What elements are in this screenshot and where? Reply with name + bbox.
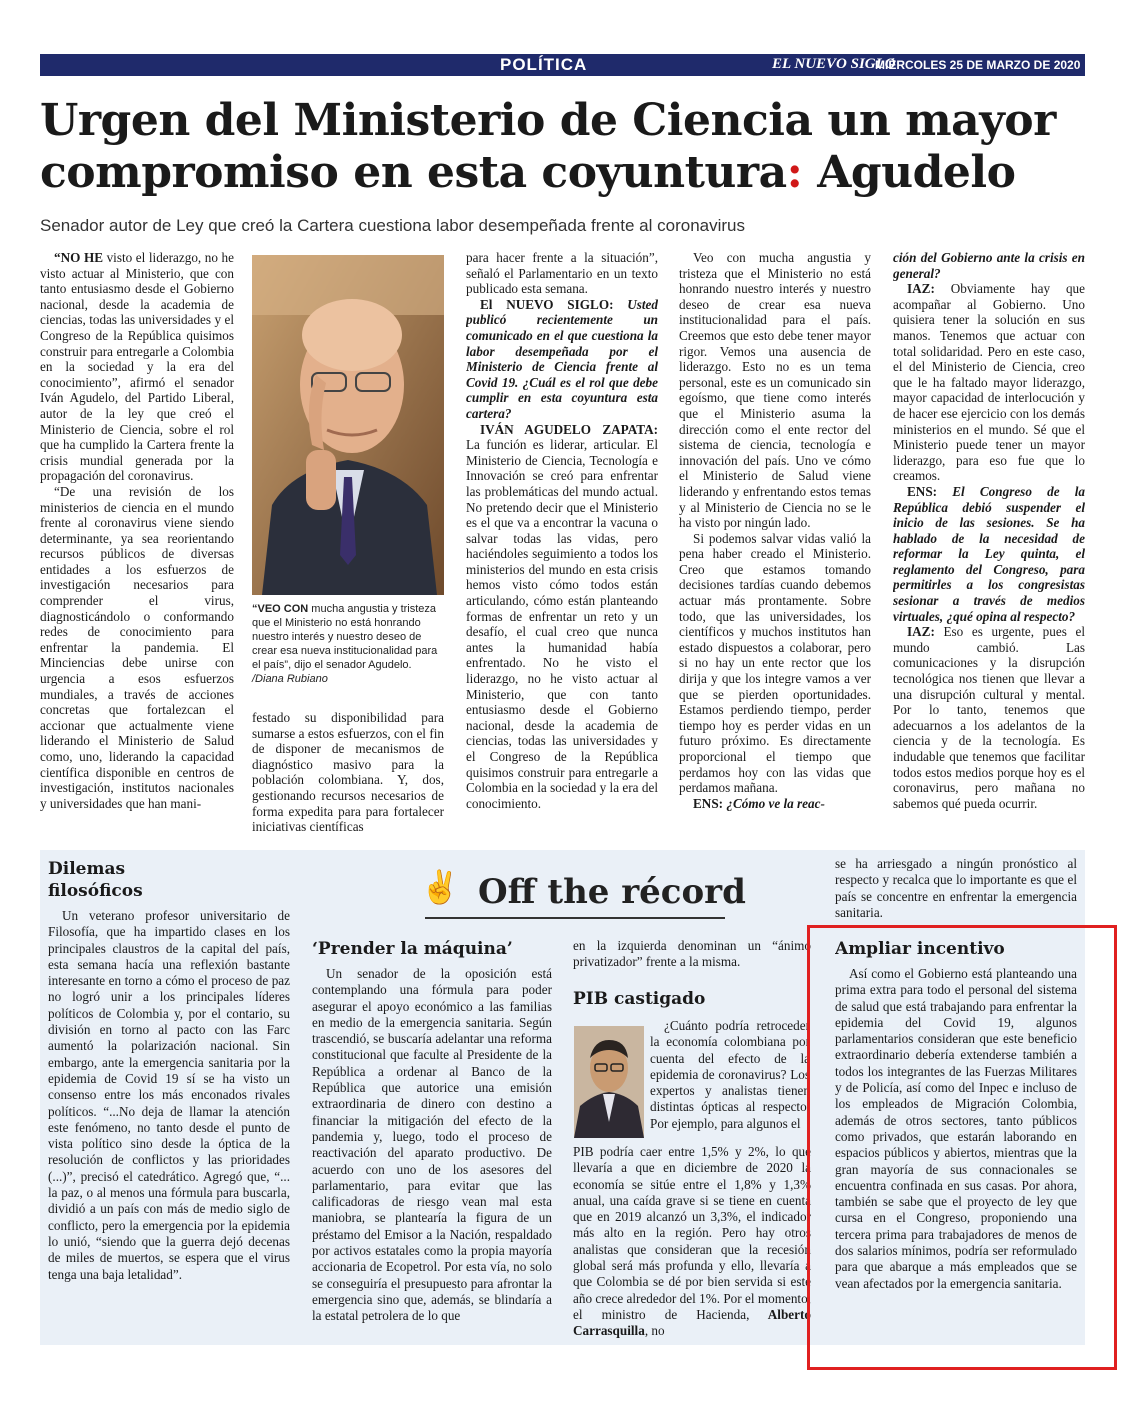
- section-name: POLÍTICA: [500, 55, 588, 74]
- page-number: 13A: [1085, 54, 1119, 74]
- headline-part: compromiso en esta coyuntura: [40, 147, 787, 198]
- article-column-3: [466, 250, 658, 840]
- answer-text: La función es liderar, articular. El Ministerio de Ciencia, Tecnología e Innovación se creó para enfrentar las problemáticas del mundo actual. No pretendo decir que el Ministerio es el que va a encontrar la vacuna o salvar todas las vidas, pero haciéndoles seguimiento a todos los ministerios del mundo en esta crisis hemos visto cómo todos están articulando, cómo están planteando formas de enfrentar un reto y un desafío, el cual creo que nunca antes la humanidad había enfrentado. No he visto el liderazgo, no he visto actuar al Ministerio, que con tanto entusiasmo desde el Gobierno nacional, desde la academia de ciencias, todas las universidades y el Congreso de la República quisimos construir para entregarle a Colombia en la sociedad y la era del conocimiento.: [466, 437, 658, 811]
- interview-answer: [893, 624, 1085, 811]
- title-underline: [425, 917, 725, 919]
- answer-lead: IVÁN AGUDELO ZAPATA:: [480, 421, 658, 437]
- interview-answer: [893, 281, 1085, 484]
- brief-title: Ampliar incentivo: [835, 939, 1005, 959]
- question-text: ¿Cómo ve la reac-: [723, 795, 825, 811]
- headline-line-1: Urgen del Ministerio de Ciencia un mayor: [40, 95, 1056, 146]
- caption-lead: “VEO CON: [252, 603, 309, 615]
- paragraph: Si podemos salvar vidas valió la pena haber creado el Ministerio. Creo que estamos tomando decisiones tardías cuando debemos actuar más prontamente. Sobre todo, que las universidades, los científicos y muchos institutos han estado dispuestos a colaborar, pero si no hay un ente rector que los dirija y que los integre vamos a ver que se pierden oportunidades. Estamos perdiendo tiempo, perder tiempo hoy es perder vidas en un futuro próximo. Es directamente proporcional el tiempo que perdamos hoy con las vidas que perdamos mañana.: [679, 530, 871, 796]
- photo-caption: [252, 602, 444, 686]
- article-subhead: Senador autor de Ley que creó la Cartera cuestiona labor desempeñada frente al coronavirus: [40, 216, 745, 235]
- question-lead: ENS:: [907, 483, 938, 499]
- interview-question: [466, 297, 658, 422]
- answer-text: Obviamente hay que acompañar al Gobierno. Uno quisiera tener la solución en sus manos. Tenemos que actuar con total solidaridad. Pero en este caso, el del Ministerio de Ciencia, creo que le ha faltado mayor liderazgo, mayor capacidad de interlocución y de hacer ese ejercicio con los demás ministerios en el mundo. Sé que el Ministerio puede tener un mayor liderazgo, para eso fue que lo creamos.: [893, 281, 1085, 484]
- photo-credit: /Diana Rubiano: [252, 673, 328, 685]
- section-header-bar: [40, 54, 1119, 76]
- brief-title: Dilemas filosóficos: [48, 859, 143, 901]
- brief-pib-top: [573, 938, 811, 1028]
- brief-text: se ha arriesgado a ningún pronóstico al respecto y recalca que lo importante es que el país se concentre en enfrentar la emergencia sanitaria.: [835, 856, 1077, 920]
- question-text: El Congreso de la República debió suspender el inicio de las sesiones. Se ha hablado de la necesidad de reformar la Ley quinta, el reglamento del Congreso, para permitirles a los congresistas sesionar a través de medios virtuales, ¿qué opina al respecto?: [893, 483, 1085, 624]
- article-column-4: [679, 250, 871, 840]
- peace-hand-icon: ✌: [420, 869, 460, 905]
- brief-maquina: [312, 938, 552, 1338]
- brief-pib: [573, 1144, 811, 1340]
- headline-line-2: [40, 147, 1090, 199]
- question-continuation: ción del Gobierno ante la crisis en general?: [893, 250, 1085, 281]
- paragraph: “De una revisión de los ministerios de ciencia en el mundo frente al coronavirus viene siendo determinante, ya sea reorientando recursos públicos de diversas entidades a los esfuerzos de investigación necesarios para comprender el virus, diagnosticándolo o conformando redes de conocimiento para enfrentar la pandemia. El Minciencias debe unirse con urgencia a esos esfuerzos mundiales, a través de acciones concretas que fortalezcan el accionar que actualmente viene liderando el Ministerio de Salud como, uno, liderando la capacidad científica disponible en centros de investigación, institutos nacionales y universidades que han mani-: [40, 483, 234, 811]
- brief-text-end: , no: [644, 1323, 665, 1339]
- caption-text: mucha angustia y tristeza que el Ministerio no está honrando nuestro interés y nuestro deseo de crear esa nueva institucionalidad para el país”, dijo el senador Agudelo.: [252, 603, 438, 671]
- brief-text: ¿Cuánto podría retroceder la economía colombiana por cuenta del efecto de la epidemia de coronavirus? Los expertos y analistas tienen distintas ópticas al respecto. Por ejemplo, para algunos el: [650, 1018, 810, 1131]
- brief-title: PIB castigado: [573, 989, 706, 1009]
- interview-question: [893, 484, 1085, 624]
- off-the-record-title: Off the récord: [478, 872, 746, 912]
- question-lead: El NUEVO SIGLO:: [480, 296, 614, 312]
- brief-text: Un senador de la oposición está contemplando una fórmula para poder asegurar el apoyo económico a las familias en medio de la emergencia sanitaria. Según trascendió, se buscaría adelantar una reforma constitucional que faculte al Presidente de la República a ordenar al Banco de la República que autorice una emisión extraordinaria de dinero con destino a financiar la mitigación del efecto de la pandemia y, luego, todo el proceso de reactivación del aparato productivo. De acuerdo con uno de los asesores del parlamentario, para evitar que las calificadoras de riesgo vean mal esta maniobra, se plantearía la figura de un préstamo del Emisor a la Nación, respaldado por activos estatales como la propia mayoría accionaria de Ecopetrol. Por esta vía, no solo se conseguiría el presupuesto para afrontar la emergencia sino que, además, se blindaría a la estatal petrolera de lo que: [312, 966, 552, 1324]
- question-lead: ENS:: [693, 795, 724, 811]
- highlight-box: [807, 925, 1117, 1370]
- brief-text: Un veterano profesor universitario de Filosofía, que ha impartido clases en los principales claustros de la capital del país, esta semana hacía una reflexión bastante interesante en torno a cómo el proceso de paz no logró unir a los principales líderes políticos de Colombia y, por el contario, su división en torno al pacto con las Farc aumentó la polarización nacional. Sin embargo, ante la emergencia sanitaria por la epidemia de Covid 19 sí se ha visto un consenso entre los más enconados rivales políticos. “...No deja de llamar la atención este fenómeno, no tanto desde el punto de vista político sino desde la óptica de la resolución de conflictos y las prioridades (...)”, precisó el catedrático. Agregó que, “... la paz, o al menos una fórmula para buscarla, dividió a un país con más de medio siglo de conflicto, pero la emergencia por la epidemia lo unió, “siendo que la guerra dejó decenas de miles de muertos, se espera que el virus tenga una baja letalidad”.: [48, 908, 290, 1282]
- brief-dilemas: [48, 858, 290, 1338]
- article-column-2: [252, 710, 444, 840]
- answer-lead: IAZ:: [907, 624, 935, 640]
- senator-photo: [252, 255, 444, 595]
- answer-text: Eso es urgente, pues el mundo cambió. Las comunicaciones y la disrupción tecnológica nos tienen que llevar a una disrupción cultural y mental. Por lo tanto, tenemos que adecuarnos a los adelantos de la ciencia y de la tecnología. Es indudable que tenemos que facilitar todos estos medios porque hoy es el coronavirus, pero mañana no sabemos qué pueda ocurrir.: [893, 624, 1085, 811]
- minister-name: Alberto Carrasquilla: [573, 1306, 811, 1339]
- paragraph: para hacer frente a la situación”, señaló el Parlamentario en un texto publicado esta semana.: [466, 250, 658, 297]
- headline-name: Agudelo: [802, 147, 1016, 198]
- answer-lead: IAZ:: [907, 281, 935, 297]
- question-text: Usted publicó recientemente un comunicado en el que cuestiona la labor desempeñada por el Ministerio de Ciencia frente al Covid 19. ¿Cuál es el rol que debe cumplir en esta coyuntura esta cartera?: [466, 296, 658, 421]
- lead-in: “NO HE: [54, 250, 103, 265]
- interview-answer: [466, 422, 658, 812]
- issue-date: MIÉRCOLES 25 DE MARZO DE 2020: [875, 58, 1081, 72]
- brief-title: ‘Prender la máquina’: [312, 939, 513, 959]
- headline-colon: :: [786, 147, 803, 198]
- brief-text-body: PIB podría caer entre 1,5% y 2%, lo que llevaría a que en diciembre de 2020 la economía se sitúe entre el 1,8% y 1,3% anual, una caída grave si se tiene en cuenta que en 2019 alcanzó un 3,3%, el indicador más alto en la región. Pero hay otros analistas que consideran que la recesión global será más profunda y ello, llevaría a que Colombia se dé por bien servida si este año crece alrededor del 1%. Por el momento, el ministro de Hacienda,: [573, 1144, 811, 1322]
- article-column-5: [893, 250, 1085, 840]
- minister-photo: [574, 1026, 644, 1138]
- brief-pib-wrap: [650, 1018, 810, 1144]
- interview-question: [679, 796, 871, 812]
- brief-pib-continuation: [835, 856, 1077, 922]
- paragraph: Veo con mucha angustia y tristeza que el Ministerio no está honrando nuestro interés y nuestro deseo de crear esa nueva institucionalidad para el país. Creemos que esto debe tener mayor rigor. Vemos una ausencia de liderazgo. Esto no es un tema personal, este es un comunicado sin egoísmo, que tiene como interés que el Ministerio asuma la dirección como el ente rector del sistema de ciencia, tecnología e innovación del país. Uno ve cómo el Ministerio de Salud viene liderando y enfrentando estos temas y al Ministerio de Ciencia no se le ha visto por ningún lado.: [679, 250, 871, 531]
- brief-text: en la izquierda denominan un “ánimo privatizador” frente a la misma.: [573, 938, 811, 970]
- article-headline: [40, 95, 1090, 199]
- brief-text: [573, 1144, 811, 1340]
- paragraph: festado su disponibilidad para sumarse a estos esfuerzos, con el fin de disponer de mecanismos de diagnóstico masivo para la población colombiana. Y, dos, gestionando recursos necesarios de forma expedita para para fortalecer iniciativas científicas: [252, 710, 444, 835]
- newspaper-name: EL NUEVO SIGLO: [772, 56, 896, 72]
- article-column-1: [40, 250, 234, 840]
- brief-text: Así como el Gobierno está planteando una prima extra para todo el personal del sistema de salud que está trabajando para enfrentar la epidemia del Covid 19, algunos parlamentarios consideran que este beneficio extraordinario debería extenderse también a todos los integrantes de las Fuerzas Militares y de Policía, así como del Inpec e incluso de los empleados de Migración Colombia, además de otros sectores, tanto públicos como privados, que estarán laborando en espacios públicos y abiertos, mientras que la gran mayoría de sus connacionales se encuentra confinada en sus casas. Por ahora, también se sabe que el proyecto de ley que cursa en el Congreso, proponiendo una tercera prima para trabajadores de menos de dos salarios mínimos, podría ser reformulado para que abarque a más empleados que se vean afectados por la emergencia sanitaria.: [835, 966, 1077, 1291]
- paragraph: visto el liderazgo, no he visto actuar al Ministerio, que con tanto entusiasmo desde el Gobierno nacional, desde la academia de ciencias, todas las universidades y el Congreso de la República quisimos construir para entregarle a Colombia en la sociedad y la era del conocimiento”, afirmó el senador Iván Agudelo, del Partido Liberal, autor de la ley que creó el Ministerio de Ciencia, sobre el rol que ha cumplido la Cartera frente la crisis mundial generada por la propagación del coronavirus.: [40, 250, 234, 484]
